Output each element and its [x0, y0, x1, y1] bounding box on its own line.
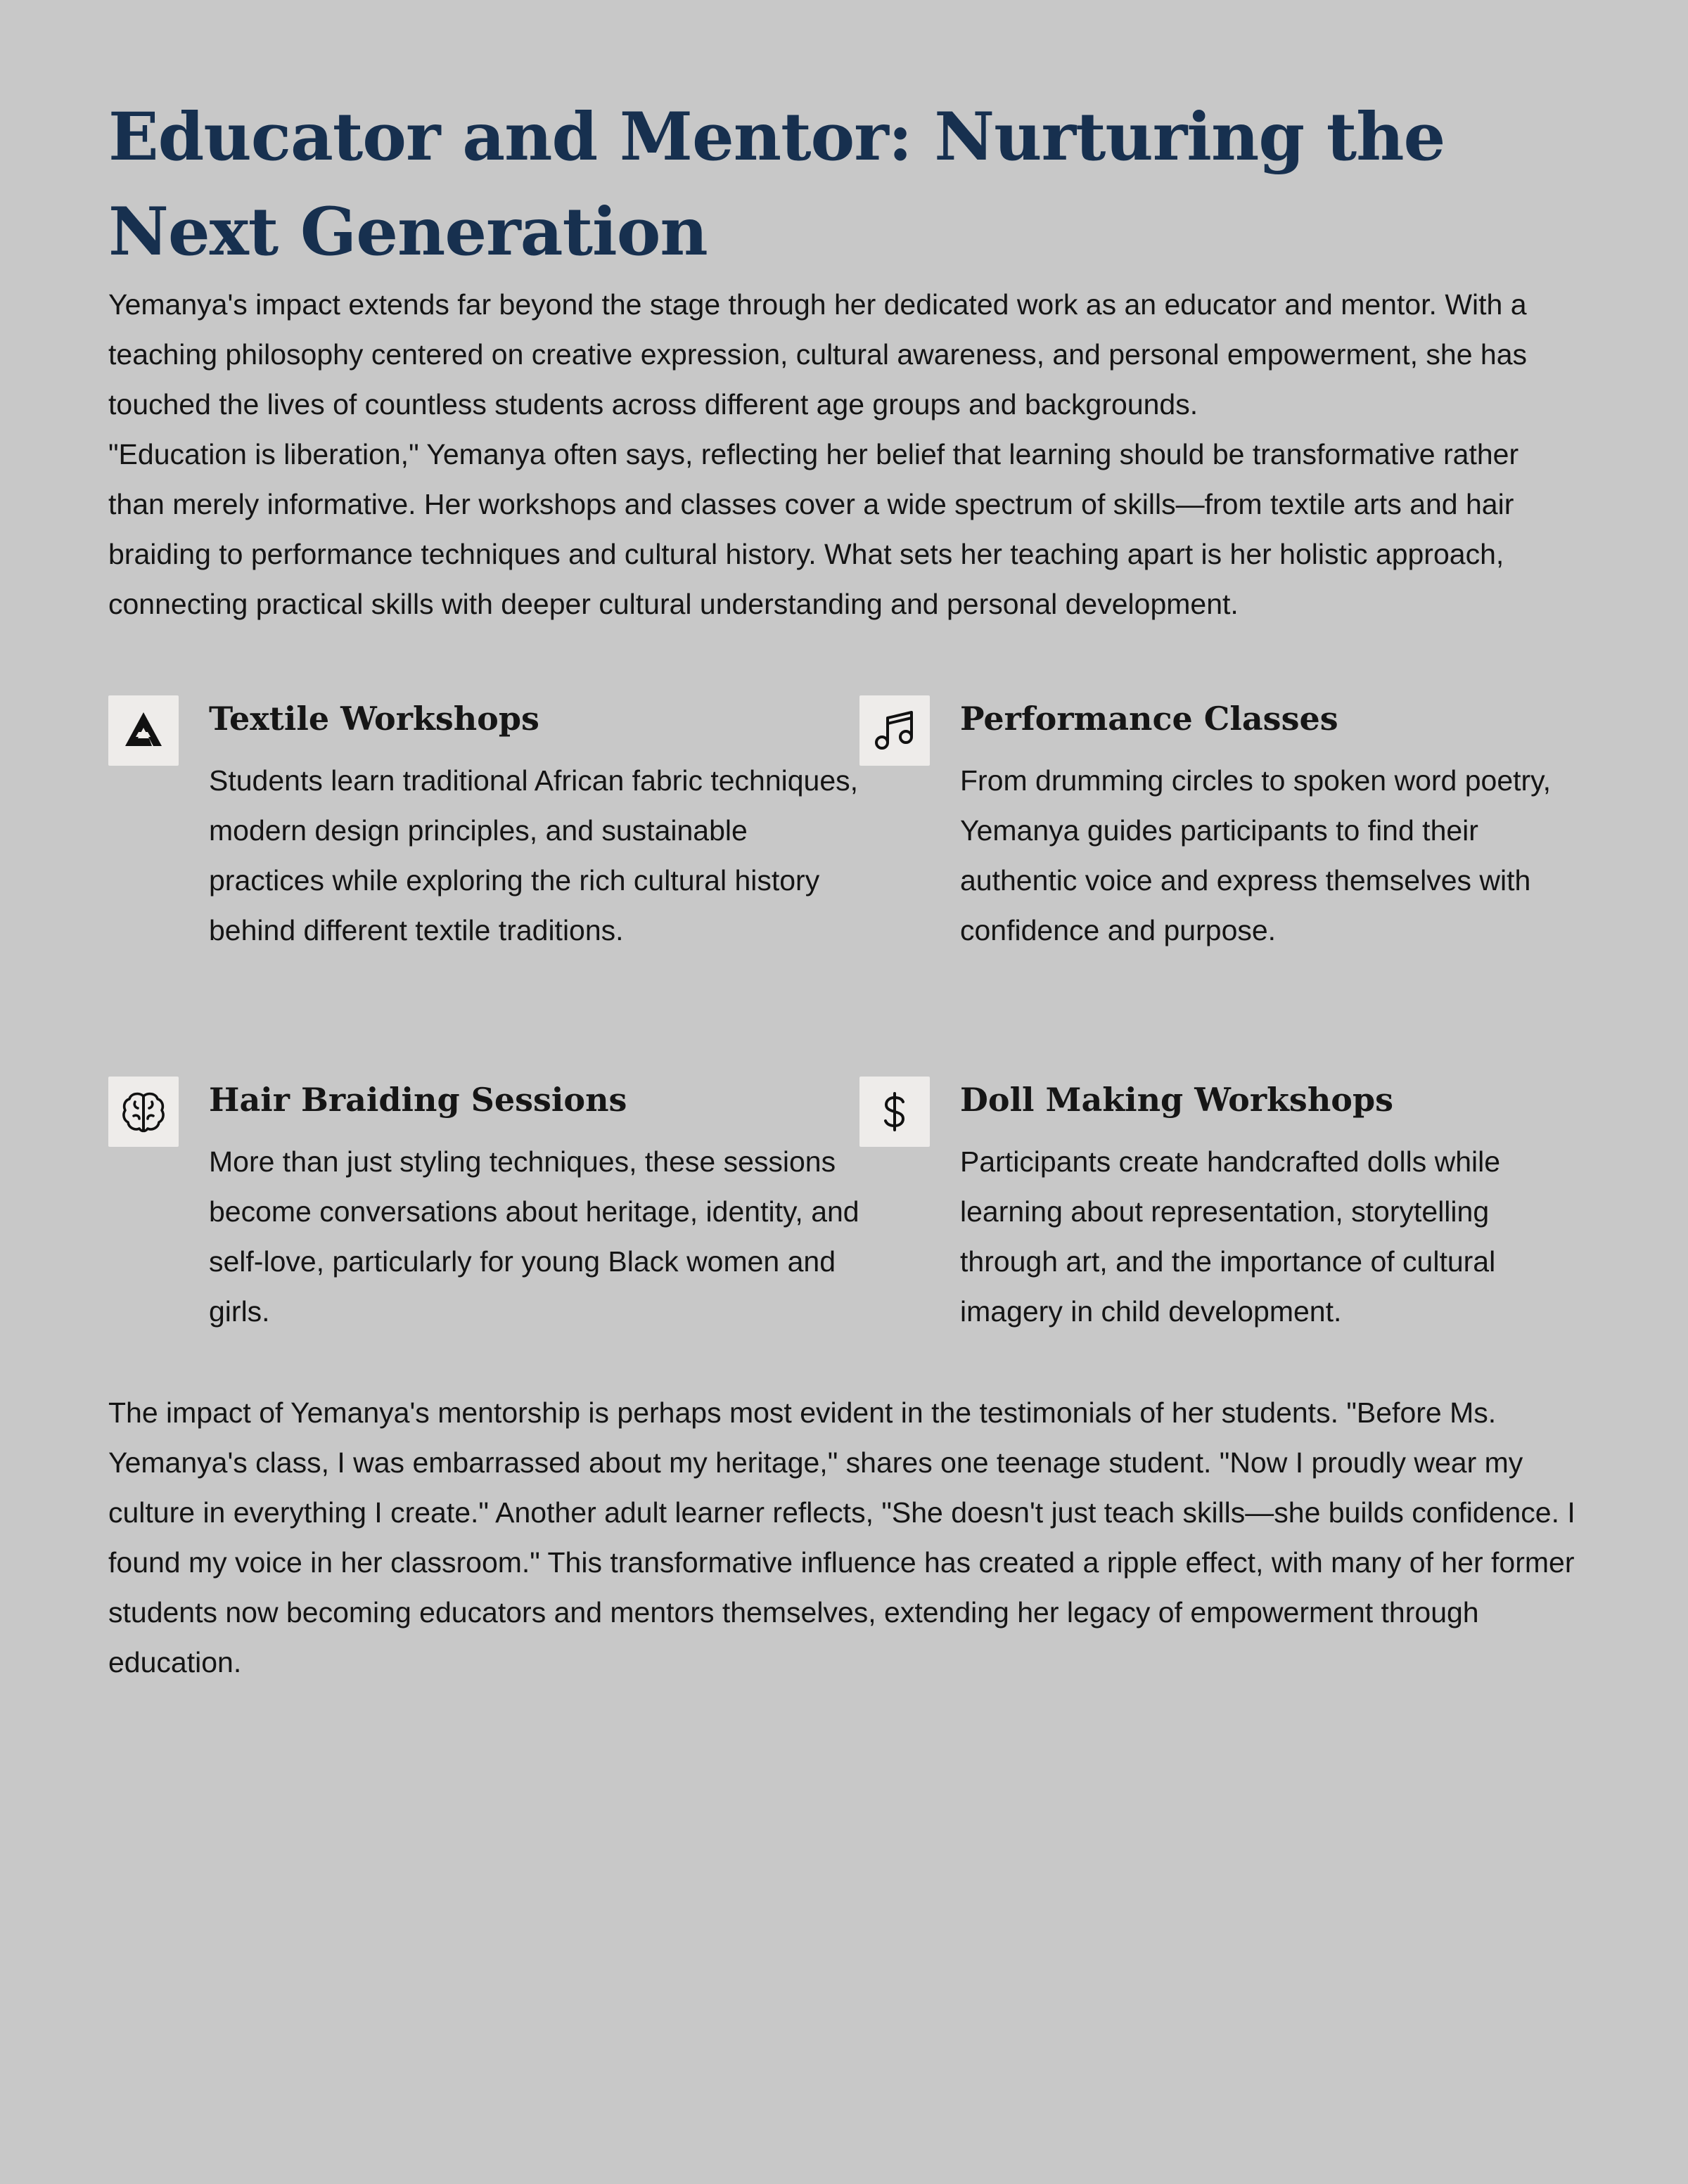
programs-grid [108, 695, 1580, 1388]
brain-icon [108, 1077, 179, 1147]
intro-paragraph-1: Yemanya's impact extends far beyond the stage through her dedicated work as an educator and mentor. With a teaching philosophy centered on creative expression, cultural awareness, and personal empowerment, she has touched the lives of countless students across different age groups and backgrounds. [108, 288, 1528, 420]
program-card-doll-making [859, 1077, 1580, 1388]
program-title: Doll Making Workshops [960, 1081, 1394, 1119]
program-title: Performance Classes [960, 700, 1338, 738]
program-card-hair-braiding [108, 1077, 859, 1388]
dollar-sign-icon [859, 1077, 930, 1147]
intro-paragraph-2: "Education is liberation," Yemanya often says, reflecting her belief that learning should be transformative rather than merely informative. Her workshops and classes cover a wide spectrum of skills—from textile arts and hair braiding to performance techniques and cultural history. What sets her teaching apart is her holistic approach, connecting practical skills with deeper cultural understanding and personal development. [108, 438, 1519, 620]
program-description: More than just styling techniques, these sessions become conversations about heritage, identity, and self-love, particularly for young Black women and girls. [209, 1145, 859, 1328]
textile-icon [108, 695, 179, 766]
music-note-icon [859, 695, 930, 766]
program-card-performance [859, 695, 1580, 1077]
program-title: Hair Braiding Sessions [209, 1081, 627, 1119]
program-description: Students learn traditional African fabric techniques, modern design principles, and sustainable practices while exploring the rich cultural history behind different textile traditions. [209, 764, 859, 946]
program-description: Participants create handcrafted dolls while learning about representation, storytelling through art, and the importance of cultural imagery in child development. [960, 1145, 1501, 1328]
program-title: Textile Workshops [209, 700, 539, 738]
program-card-textile [108, 695, 859, 1077]
program-description: From drumming circles to spoken word poetry, Yemanya guides participants to find their authentic voice and express themselves with confidence and purpose. [960, 764, 1552, 946]
page-title: Educator and Mentor: Nurturing the Next Generation [108, 98, 1445, 271]
closing-paragraph: The impact of Yemanya's mentorship is perhaps most evident in the testimonials of her students. "Before Ms. Yemanya's class, I was embarrassed about my heritage," shares one teenage student. "Now I proudly wear my culture in everything I create." Another adult learner reflects, "She doesn't just teach skills—she builds confidence. I found my voice in her classroom." This transformative influence has created a ripple effect, with many of her former students now becoming educators and mentors themselves, extending her legacy of empowerment through education. [108, 1396, 1575, 1678]
